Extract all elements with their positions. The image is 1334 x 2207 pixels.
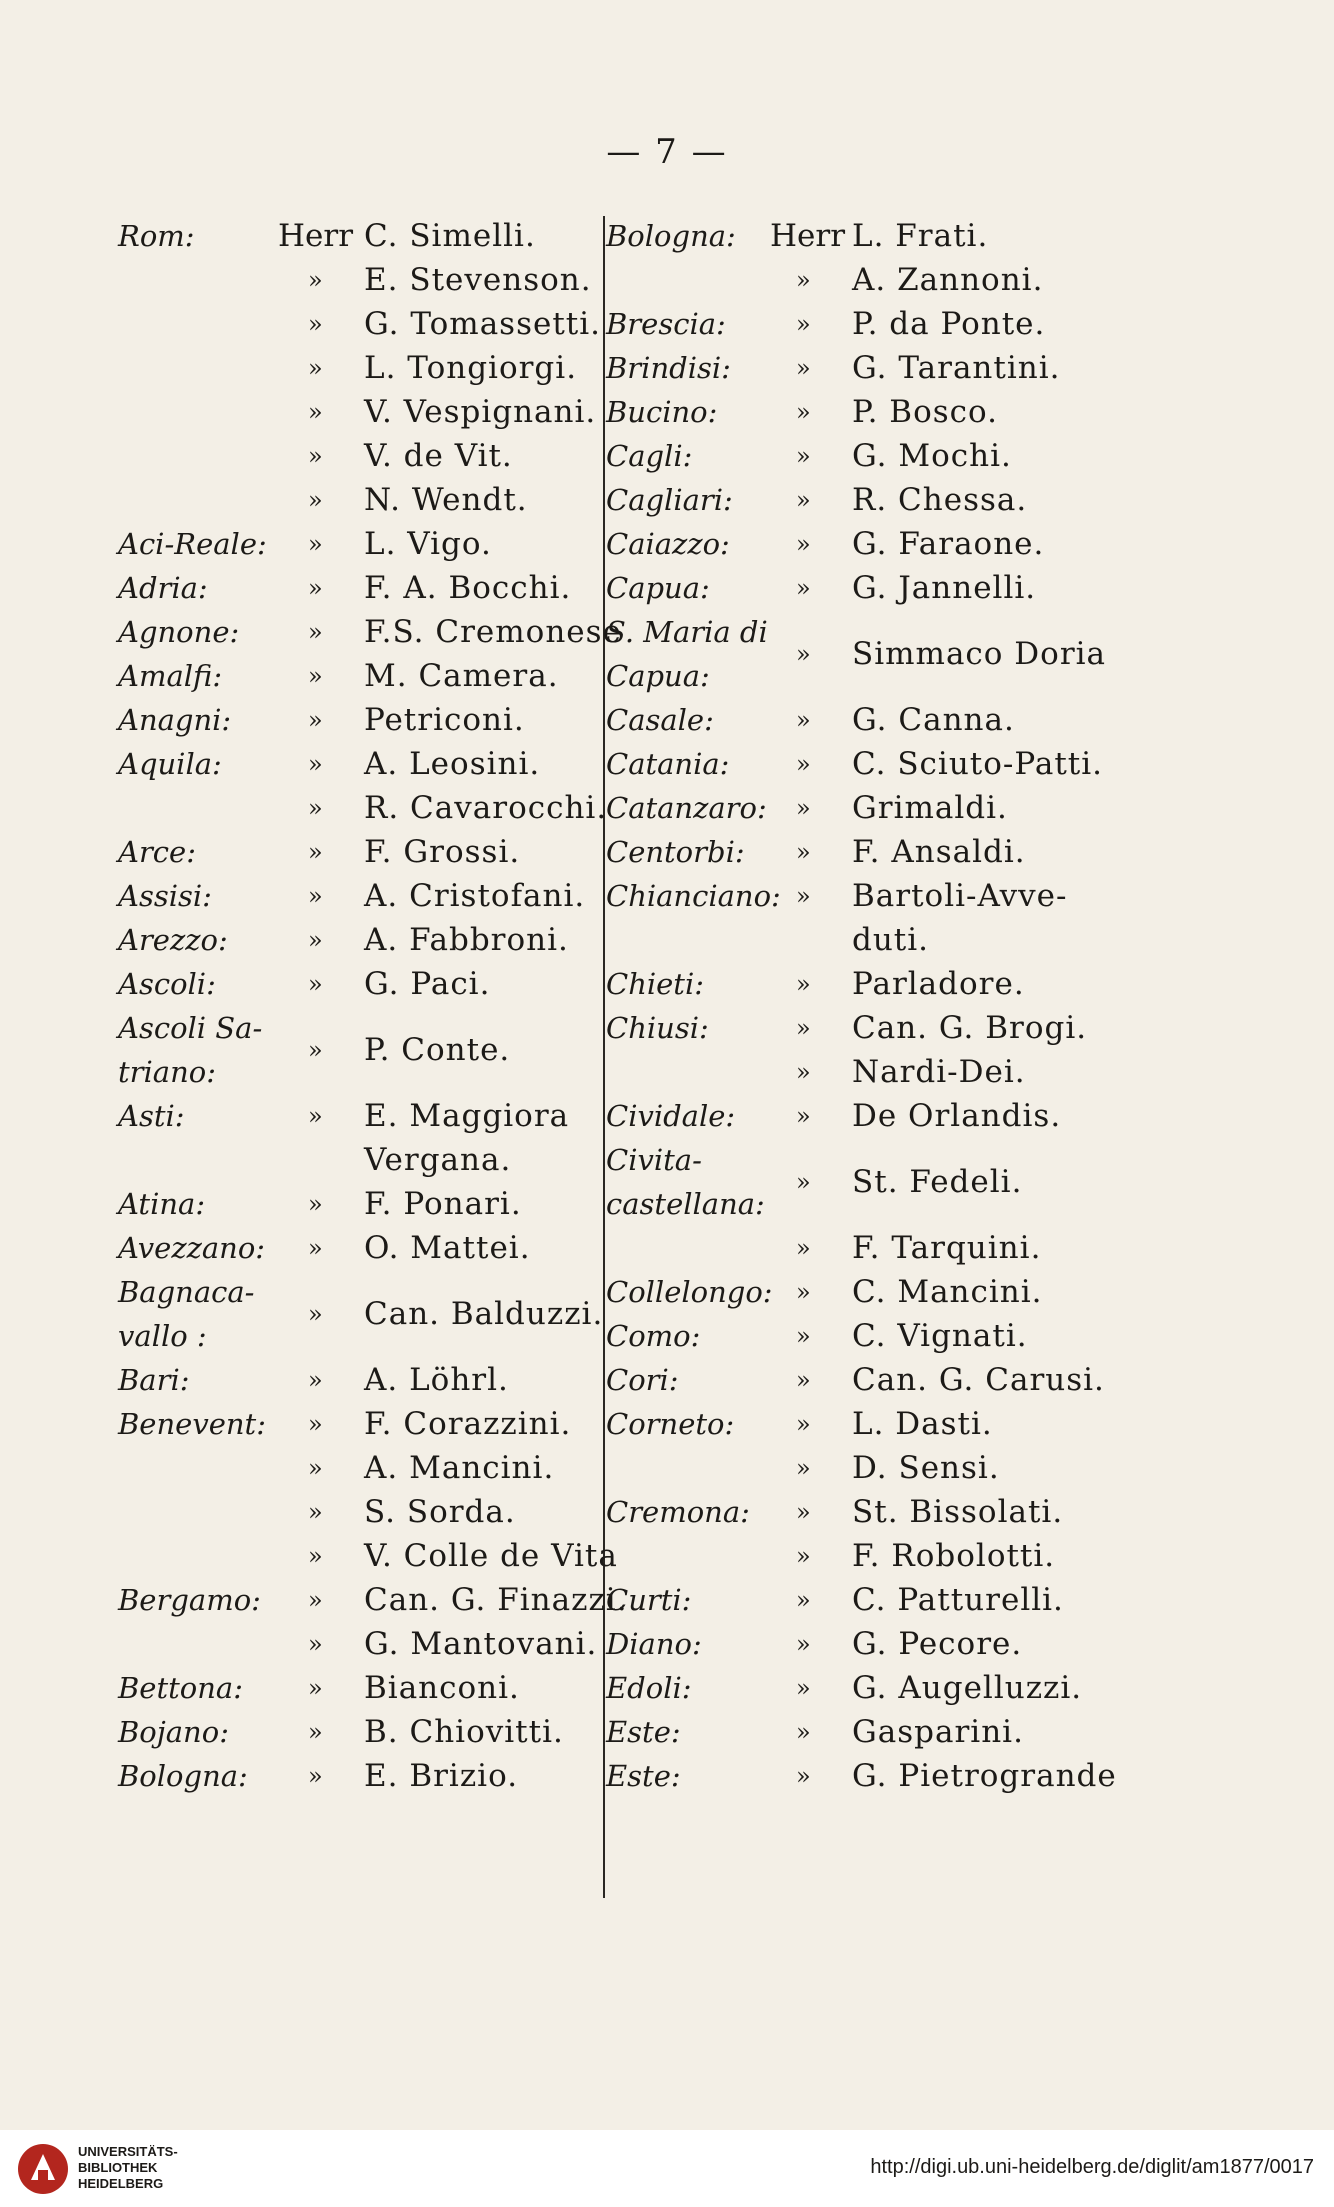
member-name: F. Tarquini. <box>852 1230 1042 1266</box>
place-name: Adria: <box>118 571 208 605</box>
place-name: Chiusi: <box>606 1011 709 1045</box>
table-row <box>606 522 1126 566</box>
member-name: F. A. Bocchi. <box>364 570 572 606</box>
place-name: Bergamo: <box>118 1583 261 1617</box>
title-herr: Herr <box>770 218 846 254</box>
table-row <box>606 346 1126 390</box>
place-name: Como: <box>606 1319 701 1353</box>
table-row <box>606 962 1126 1006</box>
table-row <box>118 830 598 874</box>
place-name: Cremona: <box>606 1495 750 1529</box>
table-row <box>118 1270 604 1358</box>
table-row <box>118 390 598 434</box>
source-url[interactable]: http://digi.ub.uni-heidelberg.de/diglit/am1877/0017 <box>870 2156 1314 2178</box>
table-row <box>606 258 1126 302</box>
table-row <box>118 962 598 1006</box>
ditto-mark: » <box>796 794 811 822</box>
table-row <box>118 258 598 302</box>
table-row <box>606 610 1126 698</box>
member-name: G. Jannelli. <box>852 570 1037 606</box>
place-name: Benevent: <box>118 1407 266 1441</box>
library-name-line: HEIDELBERG <box>78 2176 164 2191</box>
table-row <box>118 214 598 258</box>
member-name: G. Pecore. <box>852 1626 1023 1662</box>
ditto-mark: » <box>796 310 811 338</box>
table-row <box>606 214 1126 258</box>
place-name: Ascoli Sa- triano: <box>118 1011 263 1089</box>
place-name: Catanzaro: <box>606 791 767 825</box>
table-row <box>606 1006 1126 1050</box>
member-name: E. Stevenson. <box>364 262 592 298</box>
member-name: P. da Ponte. <box>852 306 1046 342</box>
table-row <box>606 390 1126 434</box>
place-name: Agnone: <box>118 615 240 649</box>
member-name: R. Cavarocchi. <box>364 790 608 826</box>
member-name: A. Leosini. <box>364 746 541 782</box>
place-name: Diano: <box>606 1627 702 1661</box>
ditto-mark: » <box>796 1498 811 1526</box>
table-row <box>118 346 598 390</box>
table-row <box>606 786 1126 830</box>
table-row <box>606 1226 1126 1270</box>
place-name: Catania: <box>606 747 730 781</box>
place-name: Curti: <box>606 1583 692 1617</box>
ditto-mark: » <box>796 398 811 426</box>
ditto-mark: » <box>308 926 323 954</box>
library-logo-icon <box>16 2142 70 2196</box>
ditto-mark: » <box>308 1366 323 1394</box>
table-row <box>606 478 1126 522</box>
ditto-mark: » <box>796 1718 811 1746</box>
place-name: Caiazzo: <box>606 527 730 561</box>
member-name: A. Fabbroni. <box>364 922 569 958</box>
ditto-mark: » <box>308 486 323 514</box>
table-row <box>118 522 598 566</box>
table-row <box>606 1490 1126 1534</box>
place-name: Este: <box>606 1715 681 1749</box>
ditto-mark: » <box>796 1410 811 1438</box>
table-row <box>606 1622 1126 1666</box>
member-name: F. Robolotti. <box>852 1538 1056 1574</box>
member-name: F.S. Cremonese <box>364 614 622 650</box>
place-name: Brescia: <box>606 307 726 341</box>
member-name: F. Grossi. <box>364 834 521 870</box>
place-name: Centorbi: <box>606 835 745 869</box>
member-name: G. Mochi. <box>852 438 1012 474</box>
member-name: St. Bissolati. <box>852 1494 1064 1530</box>
place-name: Cori: <box>606 1363 679 1397</box>
member-name: Parladore. <box>852 966 1025 1002</box>
member-name: N. Wendt. <box>364 482 528 518</box>
table-row <box>118 1446 598 1490</box>
ditto-mark: » <box>308 1718 323 1746</box>
member-name: G. Tomassetti. <box>364 306 602 342</box>
ditto-mark: » <box>308 398 323 426</box>
table-row <box>606 1534 1126 1578</box>
member-name: De Orlandis. <box>852 1098 1062 1134</box>
table-row <box>118 1402 598 1446</box>
right-column <box>606 214 1126 1798</box>
table-row <box>118 434 598 478</box>
ditto-mark: » <box>796 640 811 668</box>
place-name: Assisi: <box>118 879 212 913</box>
ditto-mark: » <box>308 310 323 338</box>
ditto-mark: » <box>796 442 811 470</box>
member-name: G. Pietrogrande <box>852 1758 1117 1794</box>
member-name: G. Tarantini. <box>852 350 1061 386</box>
ditto-mark: » <box>308 750 323 778</box>
place-name: Edoli: <box>606 1671 692 1705</box>
member-name: F. Ansaldi. <box>852 834 1026 870</box>
member-name: V. Vespignani. <box>364 394 597 430</box>
place-name: Capua: <box>606 571 710 605</box>
table-row <box>606 1270 1126 1314</box>
member-name: C. Mancini. <box>852 1274 1043 1310</box>
ditto-mark: » <box>308 354 323 382</box>
ditto-mark: » <box>308 838 323 866</box>
page-number: — 7 — <box>606 132 728 172</box>
place-name: Bojano: <box>118 1715 229 1749</box>
table-row <box>606 830 1126 874</box>
left-column <box>118 214 628 1798</box>
ditto-mark: » <box>796 1454 811 1482</box>
member-name: S. Sorda. <box>364 1494 516 1530</box>
member-name: St. Fedeli. <box>852 1164 1023 1200</box>
ditto-mark: » <box>796 1014 811 1042</box>
title-herr: Herr <box>278 218 354 254</box>
ditto-mark: » <box>796 1278 811 1306</box>
table-row <box>118 1710 598 1754</box>
member-name: G. Augelluzzi. <box>852 1670 1083 1706</box>
table-row <box>606 1754 1126 1798</box>
place-name: Aquila: <box>118 747 222 781</box>
ditto-mark: » <box>796 266 811 294</box>
place-name: Bucino: <box>606 395 718 429</box>
member-name: R. Chessa. <box>852 482 1028 518</box>
table-row <box>606 698 1126 742</box>
place-name: S. Maria di Capua: <box>606 615 768 693</box>
table-row <box>118 1226 598 1270</box>
table-row <box>606 1666 1126 1710</box>
place-name: Corneto: <box>606 1407 735 1441</box>
ditto-mark: » <box>308 1630 323 1658</box>
library-name-line: UNIVERSITÄTS- <box>78 2144 178 2159</box>
member-name: Can. G. Brogi. <box>852 1010 1088 1046</box>
ditto-mark: » <box>796 1168 811 1196</box>
place-name: Civita- castellana: <box>606 1143 765 1221</box>
member-name: M. Camera. <box>364 658 559 694</box>
member-name: Can. Balduzzi. <box>364 1296 604 1332</box>
ditto-mark: » <box>308 530 323 558</box>
ditto-mark: » <box>796 970 811 998</box>
member-name: P. Bosco. <box>852 394 998 430</box>
table-row <box>606 1050 1126 1094</box>
member-name: V. de Vit. <box>364 438 513 474</box>
ditto-mark: » <box>308 1102 323 1130</box>
ditto-mark: » <box>796 354 811 382</box>
member-name: Petriconi. <box>364 702 525 738</box>
member-name: Nardi-Dei. <box>852 1054 1026 1090</box>
table-row <box>606 1314 1126 1358</box>
ditto-mark: » <box>308 706 323 734</box>
member-name: Simmaco Doria <box>852 636 1107 672</box>
ditto-mark: » <box>308 1300 323 1328</box>
ditto-mark: » <box>308 1234 323 1262</box>
place-name: Amalfi: <box>118 659 223 693</box>
table-row <box>606 742 1126 786</box>
member-name: Grimaldi. <box>852 790 1008 826</box>
table-row <box>118 1754 598 1798</box>
ditto-mark: » <box>796 574 811 602</box>
place-name: Bettona: <box>118 1671 243 1705</box>
table-row <box>118 478 598 522</box>
ditto-mark: » <box>796 1674 811 1702</box>
place-name: Anagni: <box>118 703 232 737</box>
ditto-mark: » <box>796 706 811 734</box>
member-name: O. Mattei. <box>364 1230 531 1266</box>
column-divider <box>603 216 605 1898</box>
member-name: duti. <box>852 922 930 958</box>
member-name: C. Sciuto-Patti. <box>852 746 1104 782</box>
member-name: L. Frati. <box>852 218 989 254</box>
member-name: Can. G. Carusi. <box>852 1362 1105 1398</box>
member-name: E. Brizio. <box>364 1758 519 1794</box>
table-row <box>118 1490 598 1534</box>
table-row <box>118 1578 628 1622</box>
place-name: Bagnaca- vallo : <box>118 1275 255 1353</box>
member-name: Vergana. <box>364 1142 512 1178</box>
place-name: Bari: <box>118 1363 190 1397</box>
ditto-mark: » <box>796 1762 811 1790</box>
table-row <box>118 918 598 962</box>
ditto-mark: » <box>308 662 323 690</box>
member-name: F. Ponari. <box>364 1186 522 1222</box>
table-row <box>606 918 1126 962</box>
ditto-mark: » <box>308 1454 323 1482</box>
member-name: A. Mancini. <box>364 1450 555 1486</box>
member-name: G. Mantovani. <box>364 1626 598 1662</box>
member-name: D. Sensi. <box>852 1450 1000 1486</box>
place-name: Bologna: <box>118 1759 248 1793</box>
place-name: Chianciano: <box>606 879 781 913</box>
ditto-mark: » <box>796 1102 811 1130</box>
ditto-mark: » <box>308 1674 323 1702</box>
ditto-mark: » <box>796 838 811 866</box>
table-row <box>118 654 598 698</box>
ditto-mark: » <box>796 1366 811 1394</box>
table-row <box>118 698 598 742</box>
table-row <box>606 1094 1126 1138</box>
table-row <box>606 1446 1126 1490</box>
member-name: C. Simelli. <box>364 218 536 254</box>
place-name: Arezzo: <box>118 923 228 957</box>
member-name: G. Paci. <box>364 966 491 1002</box>
table-row <box>118 1006 598 1094</box>
place-name: Aci-Reale: <box>118 527 267 561</box>
ditto-mark: » <box>308 1542 323 1570</box>
ditto-mark: » <box>308 1036 323 1064</box>
table-row <box>606 1138 1126 1226</box>
table-row <box>118 566 598 610</box>
member-name: F. Corazzini. <box>364 1406 572 1442</box>
table-row <box>606 1358 1126 1402</box>
member-name: C. Patturelli. <box>852 1582 1064 1618</box>
table-row <box>606 1402 1126 1446</box>
table-row <box>606 302 1126 346</box>
member-name: A. Cristofani. <box>364 878 586 914</box>
table-row <box>606 1578 1126 1622</box>
ditto-mark: » <box>796 530 811 558</box>
table-row <box>118 1182 598 1226</box>
ditto-mark: » <box>308 442 323 470</box>
ditto-mark: » <box>796 486 811 514</box>
place-name: Asti: <box>118 1099 185 1133</box>
place-name: Arce: <box>118 835 196 869</box>
table-row <box>118 1534 618 1578</box>
place-name: Cividale: <box>606 1099 736 1133</box>
library-name-line: BIBLIOTHEK <box>78 2160 158 2175</box>
footer-bar <box>0 2130 1334 2207</box>
ditto-mark: » <box>308 970 323 998</box>
ditto-mark: » <box>796 1586 811 1614</box>
table-row <box>118 786 608 830</box>
table-row <box>118 1666 598 1710</box>
place-name: Este: <box>606 1759 681 1793</box>
place-name: Avezzano: <box>118 1231 266 1265</box>
table-row <box>606 566 1126 610</box>
ditto-mark: » <box>308 618 323 646</box>
member-name: L. Dasti. <box>852 1406 993 1442</box>
member-name: Can. G. Finazzi. <box>364 1582 628 1618</box>
member-name: A. Löhrl. <box>364 1362 509 1398</box>
ditto-mark: » <box>308 266 323 294</box>
place-name: Chieti: <box>606 967 705 1001</box>
ditto-mark: » <box>308 1586 323 1614</box>
member-name: Gasparini. <box>852 1714 1024 1750</box>
table-row <box>118 302 602 346</box>
place-name: Cagliari: <box>606 483 733 517</box>
place-name: Rom: <box>118 219 195 253</box>
member-name: Bartoli-Avve- <box>852 878 1068 914</box>
table-row <box>118 874 598 918</box>
table-row <box>118 1094 598 1138</box>
place-name: Casale: <box>606 703 714 737</box>
table-row <box>606 434 1126 478</box>
place-name: Atina: <box>118 1187 206 1221</box>
ditto-mark: » <box>308 1762 323 1790</box>
ditto-mark: » <box>796 1234 811 1262</box>
ditto-mark: » <box>308 794 323 822</box>
ditto-mark: » <box>308 574 323 602</box>
member-name: P. Conte. <box>364 1032 511 1068</box>
ditto-mark: » <box>308 882 323 910</box>
ditto-mark: » <box>796 1630 811 1658</box>
ditto-mark: » <box>796 1058 811 1086</box>
ditto-mark: » <box>308 1410 323 1438</box>
ditto-mark: » <box>796 1542 811 1570</box>
member-name: B. Chiovitti. <box>364 1714 564 1750</box>
place-name: Bologna: <box>606 219 736 253</box>
member-name: A. Zannoni. <box>852 262 1044 298</box>
place-name: Cagli: <box>606 439 693 473</box>
ditto-mark: » <box>308 1498 323 1526</box>
member-name: L. Vigo. <box>364 526 492 562</box>
ditto-mark: » <box>796 750 811 778</box>
table-row <box>118 1358 598 1402</box>
table-row <box>118 1138 598 1182</box>
member-name: E. Maggiora <box>364 1098 570 1134</box>
member-name: C. Vignati. <box>852 1318 1028 1354</box>
member-name: G. Faraone. <box>852 526 1045 562</box>
table-row <box>606 874 1126 918</box>
member-name: L. Tongiorgi. <box>364 350 578 386</box>
member-name: Bianconi. <box>364 1670 520 1706</box>
place-name: Collelongo: <box>606 1275 773 1309</box>
member-name: G. Canna. <box>852 702 1015 738</box>
table-row <box>118 610 622 654</box>
ditto-mark: » <box>796 882 811 910</box>
ditto-mark: » <box>796 1322 811 1350</box>
library-name <box>78 2144 178 2192</box>
table-row <box>118 1622 598 1666</box>
table-row <box>606 1710 1126 1754</box>
ditto-mark: » <box>308 1190 323 1218</box>
table-row <box>118 742 598 786</box>
place-name: Ascoli: <box>118 967 216 1001</box>
place-name: Brindisi: <box>606 351 731 385</box>
member-name: V. Colle de Vita <box>364 1538 618 1574</box>
